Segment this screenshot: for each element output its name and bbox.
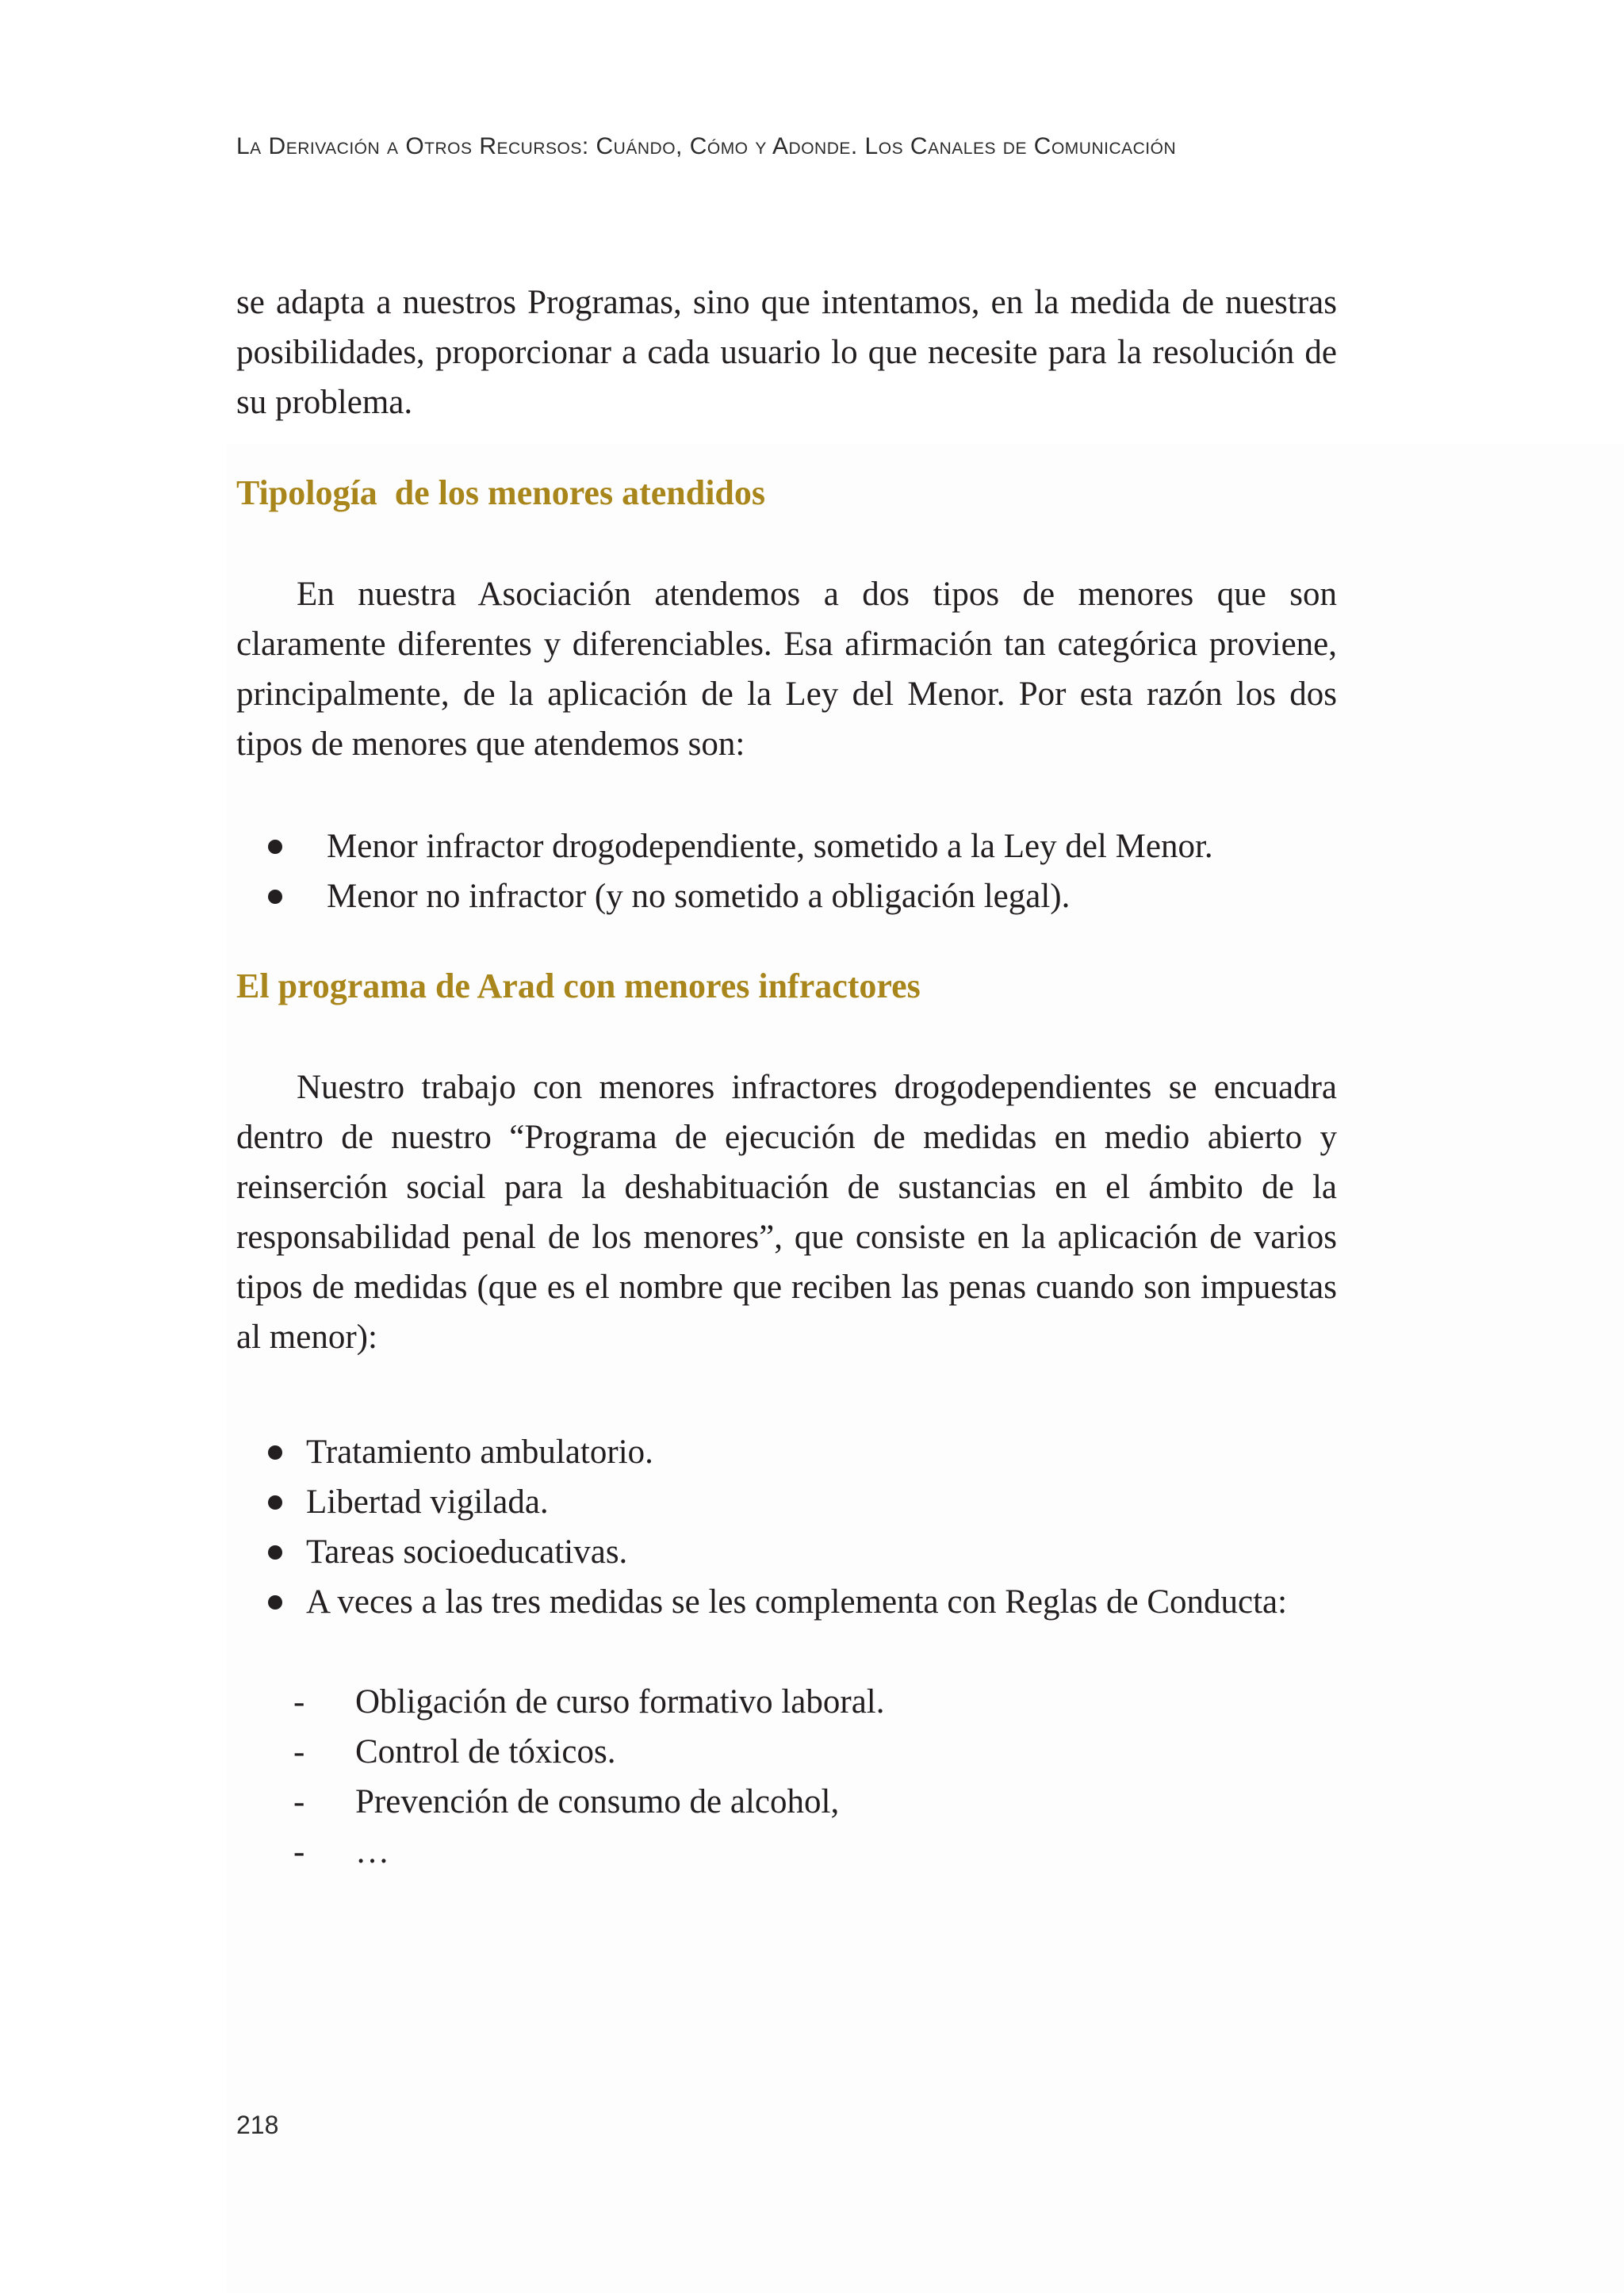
bullet-icon: [268, 1595, 282, 1610]
section1-bullet-list: [236, 821, 1337, 921]
intro-paragraph: se adapta a nuestros Programas, sino que intentamos, en la medida de nuestras posibilidades, proporcionar a cada usuario lo que necesite para la resolución de su problema.: [236, 284, 1337, 421]
dash-marker: -: [293, 1783, 305, 1820]
list-item: Tratamiento ambulatorio.: [236, 1427, 1337, 1477]
bullet-icon: [268, 1545, 282, 1560]
bullet-icon: [268, 1445, 282, 1460]
list-item: - Control de tóxicos.: [236, 1727, 1337, 1777]
list-item: Menor infractor drogodependiente, sometido a la Ley del Menor.: [236, 821, 1337, 871]
bullet-icon: [268, 840, 282, 854]
dash-marker: -: [293, 1683, 305, 1721]
section-heading-programa-arad: El programa de Arad con menores infractores: [236, 967, 921, 1005]
list-item: Tareas socioeducativas.: [236, 1527, 1337, 1577]
bullet-icon: [268, 890, 282, 904]
dash-marker: -: [293, 1833, 305, 1870]
section2-bullet-list: [236, 1427, 1337, 1627]
list-item: A veces a las tres medidas se les complementa con Reglas de Conducta:: [236, 1577, 1337, 1627]
reglas-de-conducta-list: [236, 1677, 1337, 1877]
section1-paragraph: En nuestra Asociación atendemos a dos tipos de menores que son claramente diferentes y diferenciables. Esa afirmación tan categórica proviene, principalmente, de la aplicación de la Ley del Menor. Por esta razón los dos tipos de menores que atendemos son:: [236, 576, 1337, 763]
list-item: - Obligación de curso formativo laboral.: [236, 1677, 1337, 1727]
running-header: La Derivación a Otros Recursos: Cuándo, Cómo y Adonde. Los Canales de Comunicación: [236, 133, 1177, 159]
section2-paragraph: Nuestro trabajo con menores infractores drogodependientes se encuadra dentro de nuestro “Programa de ejecución de medidas en medio abierto y reinserción social para la deshabituación de sustancias en el ámbito de la responsabilidad penal de los menores”, que consiste en la aplicación de varios tipos de medidas (que es el nombre que reciben las penas cuando son impuestas al menor):: [236, 1069, 1337, 1356]
page-number: 218: [236, 2111, 279, 2139]
list-item: - Prevención de consumo de alcohol,: [236, 1777, 1337, 1827]
list-item: Menor no infractor (y no sometido a obligación legal).: [236, 871, 1337, 921]
section-heading-tipologia: Tipología de los menores atendidos: [236, 473, 766, 512]
dash-marker: -: [293, 1733, 305, 1770]
list-item: Libertad vigilada.: [236, 1477, 1337, 1527]
list-item: - …: [236, 1827, 1337, 1877]
bullet-icon: [268, 1495, 282, 1510]
